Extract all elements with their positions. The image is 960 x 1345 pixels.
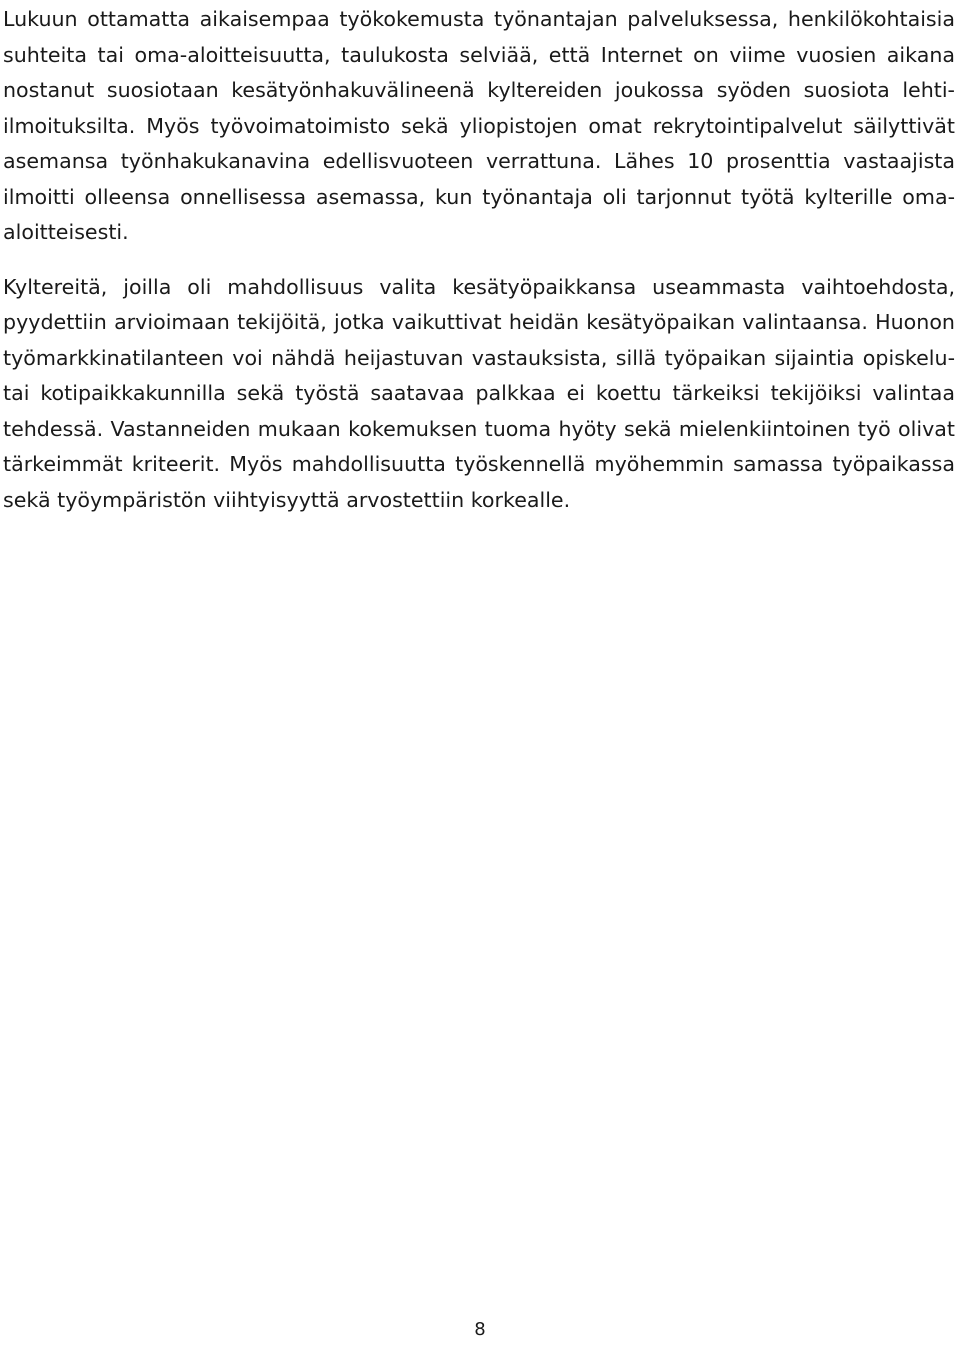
body-text (3, 2, 955, 518)
paragraph-1: Lukuun ottamatta aikaisempaa työkokemusta työnantajan palveluksessa, henkilökohtaisia suhteita tai oma-aloitteisuutta, taulukosta selviää, että Internet on viime vuosien aikana nostanut suosiotaan kesätyönhakuvälineenä kyltereiden joukossa syöden suosiota lehti-ilmoituksilta. Myös työvoimatoimisto sekä yliopistojen omat rekrytointipalvelut säilyttivät asemansa työnhakukanavina edellisvuoteen verrattuna. Lähes 10 prosenttia vastaajista ilmoitti olleensa onnellisessa asemassa, kun työnantaja oli tarjonnut työtä kylterille oma-aloitteisesti. (3, 7, 955, 244)
paragraph-2: Kyltereitä, joilla oli mahdollisuus valita kesätyöpaikkansa useammasta vaihtoehdosta, pyydettiin arvioimaan tekijöitä, jotka vaikuttivat heidän kesätyöpaikan valintaansa. Huonon työmarkkinatilanteen voi nähdä heijastuvan vastauksista, sillä työpaikan sijaintia opiskelu- tai kotipaikkakunnilla sekä työstä saatavaa palkkaa ei koettu tärkeiksi tekijöiksi valintaa tehdessä. Vastanneiden mukaan kokemuksen tuoma hyöty sekä mielenkiintoinen työ olivat tärkeimmät kriteerit. Myös mahdollisuutta työskennellä myöhemmin samassa työpaikassa sekä työympäristön viihtyisyyttä arvostettiin korkealle. (3, 274, 955, 512)
page-number: 8 (474, 1319, 486, 1340)
